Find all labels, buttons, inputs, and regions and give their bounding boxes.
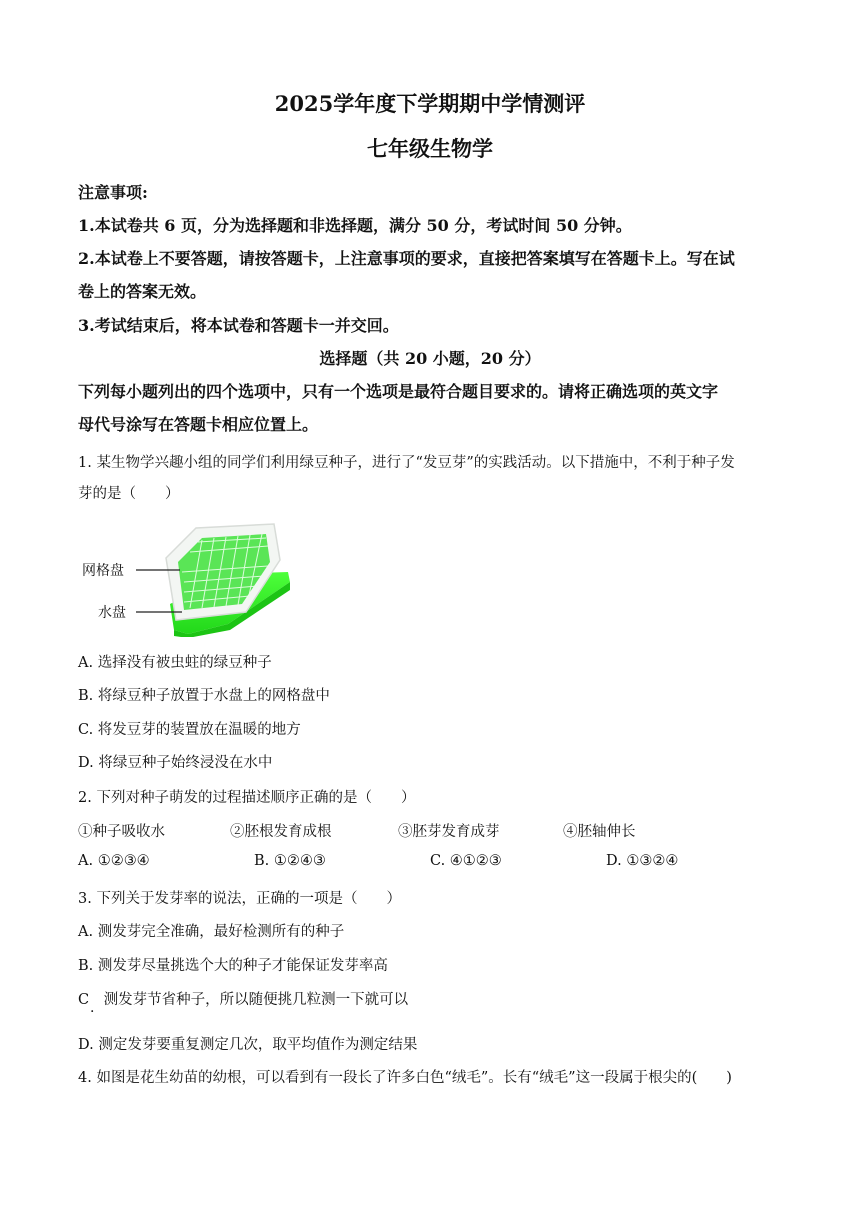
stray-dot: · <box>90 1004 95 1020</box>
q2-option-c: C. ④①②③ <box>430 853 502 869</box>
notice-item-3: 3.考试结束后，将本试卷和答题卡一并交回。 <box>78 316 399 335</box>
sprouting-tray-figure <box>78 512 293 637</box>
q2-item-2: ②胚根发育成根 <box>230 824 332 840</box>
notice-heading: 注意事项: <box>78 183 148 202</box>
q1-option-b: B. 将绿豆种子放置于水盘上的网格盘中 <box>78 688 330 704</box>
figure-label-grid-tray: 网格盘 <box>82 563 124 579</box>
exam-subtitle: 七年级生物学 <box>367 136 493 161</box>
q1-option-d: D. 将绿豆种子始终浸没在水中 <box>78 755 273 771</box>
q2-item-4: ④胚轴伸长 <box>563 824 636 840</box>
section-instruction-line1: 下列每小题列出的四个选项中，只有一个选项是最符合题目要求的。请将正确选项的英文字 <box>78 382 719 401</box>
q3-option-d: D. 测定发芽要重复测定几次，取平均值作为测定结果 <box>78 1037 418 1053</box>
q2-option-b: B. ①②④③ <box>254 853 326 869</box>
q1-option-c: C. 将发豆芽的装置放在温暖的地方 <box>78 722 301 738</box>
q1-option-a: A. 选择没有被虫蛀的绿豆种子 <box>78 655 272 671</box>
section-instruction-line2: 母代号涂写在答题卡相应位置上。 <box>78 415 319 434</box>
q2-item-3: ③胚芽发育成芽 <box>398 824 500 840</box>
q3-stem: 3. 下列关于发芽率的说法，正确的一项是（ ） <box>78 891 401 907</box>
q4-stem: 4. 如图是花生幼苗的幼根，可以看到有一段长了许多白色“绒毛”。长有“绒毛”这一段属于根尖的( ) <box>78 1070 732 1086</box>
notice-item-1: 1.本试卷共 6 页，分为选择题和非选择题，满分 50 分，考试时间 50 分钟。 <box>78 216 632 235</box>
q1-stem-line2: 芽的是（ ） <box>78 486 180 502</box>
notice-item-2-line1: 2.本试卷上不要答题，请按答题卡，上注意事项的要求，直接把答案填写在答题卡上。写在试 <box>78 249 735 268</box>
notice-item-2-line2: 卷上的答案无效。 <box>78 282 207 301</box>
q1-stem-line1: 1. 某生物学兴趣小组的同学们利用绿豆种子，进行了“发豆芽”的实践活动。以下措施中，不利于种子发 <box>78 455 735 471</box>
q3-option-a: A. 测发芽完全准确，最好检测所有的种子 <box>78 924 345 940</box>
q2-item-1: ①种子吸收水 <box>78 824 165 840</box>
exam-title: 2025学年度下学期期中学情测评 <box>274 91 586 116</box>
figure-label-water-tray: 水盘 <box>98 605 126 621</box>
q2-stem: 2. 下列对种子萌发的过程描述顺序正确的是（ ） <box>78 790 416 806</box>
q3-option-c: C 测发芽节省种子，所以随便挑几粒测一下就可以 <box>78 992 409 1008</box>
q3-option-b: B. 测发芽尽量挑选个大的种子才能保证发芽率高 <box>78 958 388 974</box>
section-heading: 选择题（共 20 小题，20 分） <box>319 349 541 368</box>
q2-option-a: A. ①②③④ <box>78 853 150 869</box>
q2-option-d: D. ①③②④ <box>606 853 679 869</box>
